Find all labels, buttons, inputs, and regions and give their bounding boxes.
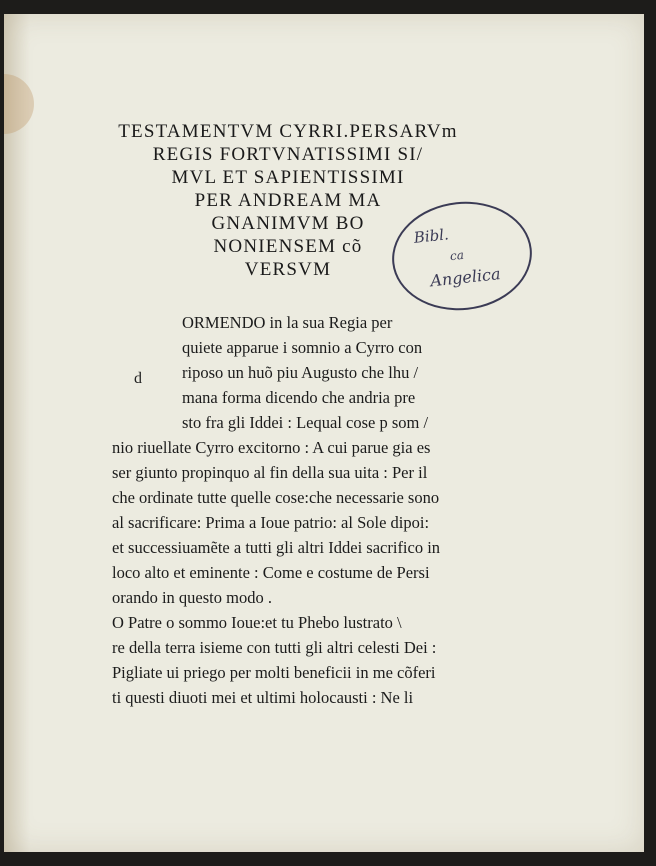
title-line: MVL ET SAPIENTISSIMI [171,167,405,188]
book-page [4,14,644,852]
text-line: quiete apparue i somnio a Cyrro con [182,338,423,357]
text-line: ORMENDO in la sua Regia per [182,313,393,332]
title-line: PER ANDREAM MA [194,190,382,211]
stamp-text: Bibl. [412,225,450,247]
text-line: riposo un huõ piu Augusto che lhu / [182,363,419,382]
page-stain [4,74,34,134]
title-line: REGIS FORTVNATISSIMI SI/ [152,144,424,165]
text-line: O Patre o sommo Ioue:et tu Phebo lustrato \ [112,613,402,632]
text-line: loco alto et eminente : Come e costume de Persi [112,563,430,582]
text-line: Pigliate ui priego per molti beneficii in me cõferi [112,663,436,682]
stamp-text: Angelica [429,264,502,291]
title-line: VERSVM [244,259,332,280]
initial-guide-letter: d [134,370,142,387]
text-line: sto fra gli Iddei : Lequal cose p som / [182,413,429,432]
text-line: nio riuellate Cyrro excitorno : A cui parue gia es [112,438,431,457]
text-line: orando in questo modo . [112,588,272,607]
text-line: al sacrificare: Prima a Ioue patrio: al Sole dipoi: [112,513,430,532]
stamp-text: ca [449,247,465,264]
title-line: GNANIMVM BO [211,213,365,234]
title-line: TESTAMENTVM CYRRI.PERSARVm [118,121,458,142]
text-line: re della terra isieme con tutti gli altri celesti Dei : [112,638,437,657]
text-line: et successiuamẽte a tutti gli altri Iddei sacrifico in [112,538,441,557]
text-line: ti questi diuoti mei et ultimi holocausti : Ne li [112,688,414,707]
text-line: che ordinate tutte quelle cose:che necessarie sono [112,488,440,507]
text-line: mana forma dicendo che andria pre [182,388,416,407]
title-line: NONIENSEM cõ [213,236,363,257]
text-line: ser giunto propinquo al fin della sua uita : Per il [112,463,428,482]
